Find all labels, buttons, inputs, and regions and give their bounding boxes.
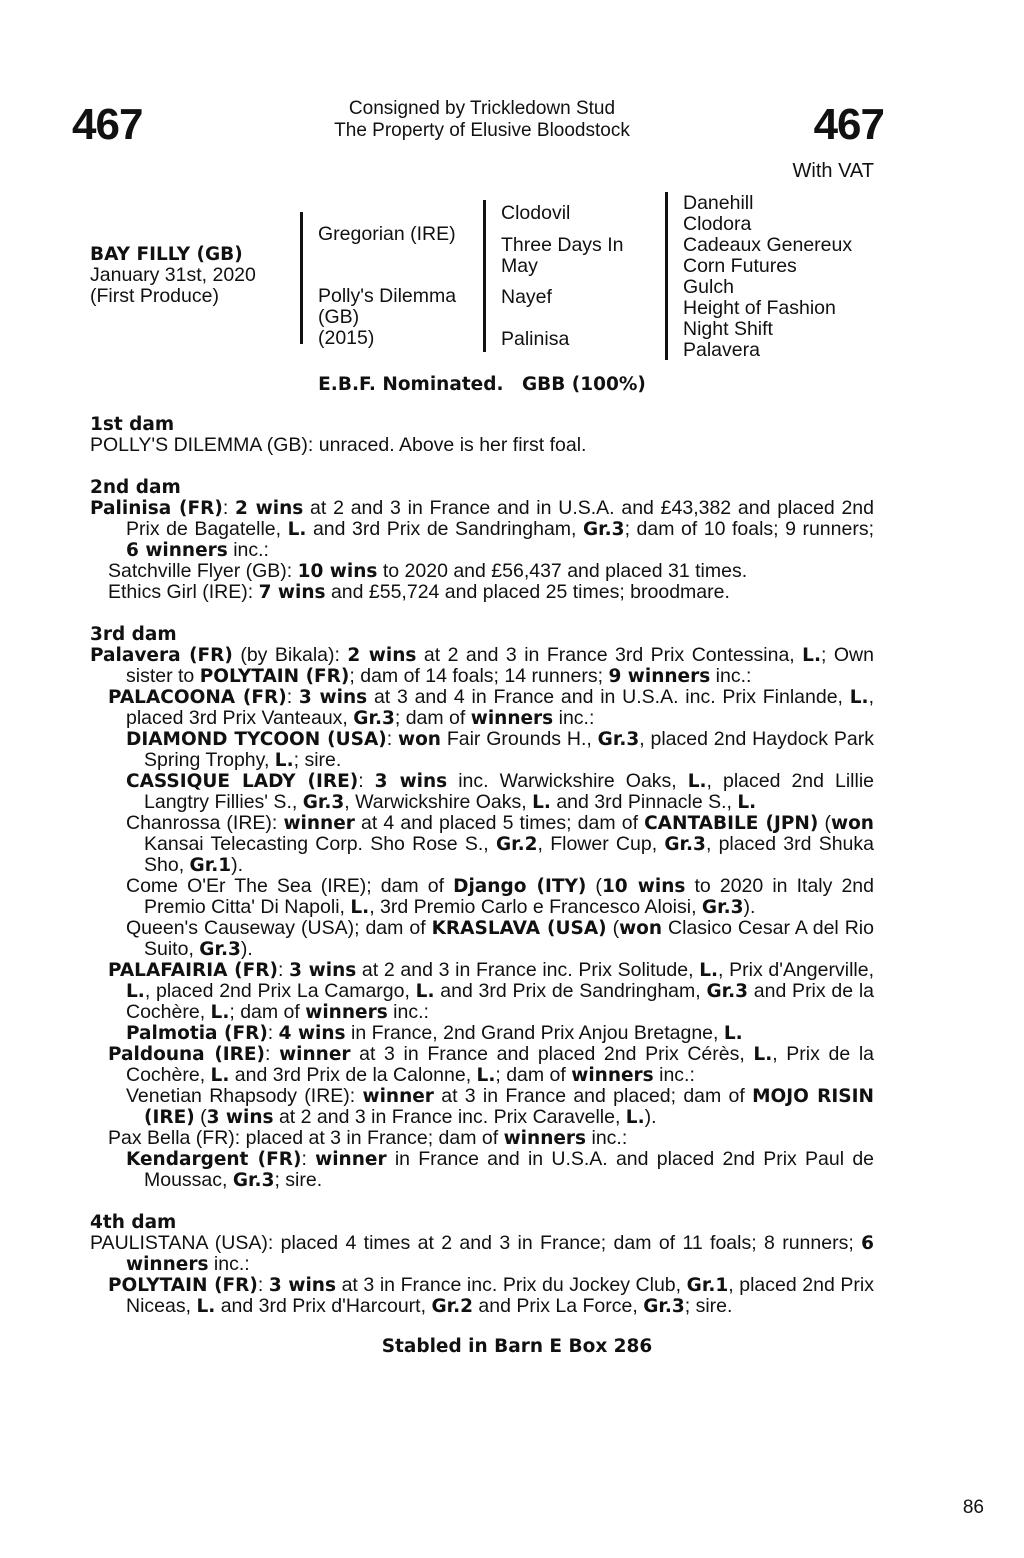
- gen2-dam-sire: Nayef: [501, 286, 552, 308]
- lot-number-left: 467: [72, 100, 143, 149]
- dam3-paragraph: Palavera (FR) (by Bikala): 2 wins at 2 and 3 in France 3rd Prix Contessina, L.; Own sister to POLYTAIN (FR); dam of 14 foals; 14 runners; 9 winners inc.:: [90, 644, 874, 687]
- gen3-ancestors: Danehill Clodora Cadeaux Genereux Corn Futures Gulch Height of Fashion Night Shift Palavera: [683, 192, 853, 361]
- page-number: 86: [962, 1497, 984, 1518]
- gbb-status: GBB (100%): [521, 374, 646, 395]
- dam2-produce-2: Ethics Girl (IRE): 7 wins and £55,724 and placed 25 times; broodmare.: [108, 581, 730, 603]
- heading-1st-dam: 1st dam: [90, 414, 175, 435]
- stabling-info: Stabled in Barn E Box 286: [381, 1336, 653, 1357]
- dam: Polly's Dilemma (GB) (2015): [318, 285, 457, 349]
- dam4-paragraph: PAULISTANA (USA): placed 4 times at 2 and 3 in France; dam of 11 foals; 8 runners; 6 winners inc.:: [90, 1232, 874, 1275]
- gen2-sire-dam: Three Days In May: [501, 234, 624, 277]
- dam3-produce-4a: Kendargent (FR): winner in France and in U.S.A. and placed 2nd Prix Paul de Moussac, Gr.3; sire.: [126, 1148, 875, 1191]
- horse-note: (First Produce): [90, 285, 219, 307]
- property-line: The Property of Elusive Bloodstock: [334, 120, 630, 141]
- heading-3rd-dam: 3rd dam: [90, 624, 177, 645]
- horse-info: [90, 244, 256, 307]
- dam3-produce-1e: Queen's Causeway (USA); dam of KRASLAVA (USA) (won Clasico Cesar A del Rio Suito, Gr.3).: [126, 917, 874, 960]
- dam4-produce-1: POLYTAIN (FR): 3 wins at 3 in France inc. Prix du Jockey Club, Gr.1, placed 2nd Prix Niceas, L. and 3rd Prix d'Harcourt, Gr.2 and Prix La Force, Gr.3; sire.: [108, 1274, 874, 1317]
- sire: Gregorian (IRE): [318, 223, 456, 245]
- nomination-line: [0, 374, 964, 395]
- dam2-paragraph: Palinisa (FR): 2 wins at 2 and 3 in France and in U.S.A. and £43,382 and placed 2nd Prix de Bagatelle, L. and 3rd Prix de Sandringham, Gr.3; dam of 10 foals; 9 runners; 6 winners inc.:: [90, 497, 875, 561]
- dam3-produce-2: PALAFAIRIA (FR): 3 wins at 2 and 3 in France inc. Prix Solitude, L., Prix d'Angerville, L., placed 2nd Prix La Camargo, L. and 3rd Prix de Sandringham, Gr.3 and Prix de la Cochère, L.; dam of winners inc.:: [108, 959, 875, 1023]
- catalogue-body: [90, 414, 874, 1317]
- horse-dob: January 31st, 2020: [90, 264, 256, 286]
- vat-label: With VAT: [792, 160, 874, 182]
- dam1-paragraph: POLLY'S DILEMMA (GB): unraced. Above is her first foal.: [90, 434, 587, 456]
- dam3-produce-3: Paldouna (IRE): winner at 3 in France and placed 2nd Prix Cérès, L., Prix de la Cochère, L. and 3rd Prix de la Calonne, L.; dam of winners inc.:: [108, 1043, 875, 1086]
- dam3-produce-1c: Chanrossa (IRE): winner at 4 and placed 5 times; dam of CANTABILE (JPN) (won Kansai Telecasting Corp. Sho Rose S., Gr.2, Flower Cup, Gr.3, placed 3rd Shuka Sho, Gr.1).: [126, 812, 874, 876]
- dam3-produce-3a: Venetian Rhapsody (IRE): winner at 3 in France and placed; dam of MOJO RISIN (IRE) (3 wins at 2 and 3 in France inc. Prix Caravelle, L.).: [126, 1085, 874, 1128]
- dam2-produce-1: Satchville Flyer (GB): 10 wins to 2020 and £56,437 and placed 31 times.: [108, 560, 748, 582]
- pedigree-bracket-2: [483, 200, 486, 352]
- ebf-nomination: E.B.F. Nominated.: [318, 374, 504, 395]
- lot-number-right: 467: [813, 100, 884, 149]
- dam3-produce-1a: DIAMOND TYCOON (USA): won Fair Grounds H., Gr.3, placed 2nd Haydock Park Spring Trophy, L.; sire.: [126, 728, 874, 771]
- heading-4th-dam: 4th dam: [90, 1212, 177, 1233]
- gen2-dam-dam: Palinisa: [501, 328, 570, 350]
- heading-2nd-dam: 2nd dam: [90, 477, 181, 498]
- dam3-produce-2a: Palmotia (FR): 4 wins in France, 2nd Grand Prix Anjou Bretagne, L.: [126, 1022, 743, 1044]
- pedigree-bracket-3: [665, 192, 668, 360]
- horse-name: BAY FILLY (GB): [90, 244, 243, 265]
- dam3-produce-1d: Come O'Er The Sea (IRE); dam of Django (ITY) (10 wins to 2020 in Italy 2nd Premio Citta' Di Napoli, L., 3rd Premio Carlo e Francesco Aloisi, Gr.3).: [126, 875, 874, 918]
- dam3-produce-1: PALACOONA (FR): 3 wins at 3 and 4 in France and in U.S.A. inc. Prix Finlande, L., placed 3rd Prix Vanteaux, Gr.3; dam of winners inc.:: [108, 686, 874, 729]
- pedigree-bracket-1: [300, 212, 303, 344]
- consignor-line: Consigned by Trickledown Stud: [348, 98, 616, 119]
- gen2-sire-sire: Clodovil: [501, 202, 571, 224]
- dam3-produce-4: Pax Bella (FR): placed at 3 in France; dam of winners inc.:: [108, 1127, 628, 1149]
- dam3-produce-1b: CASSIQUE LADY (IRE): 3 wins inc. Warwickshire Oaks, L., placed 2nd Lillie Langtry Fillies' S., Gr.3, Warwickshire Oaks, L. and 3rd Pinnacle S., L.: [126, 770, 875, 813]
